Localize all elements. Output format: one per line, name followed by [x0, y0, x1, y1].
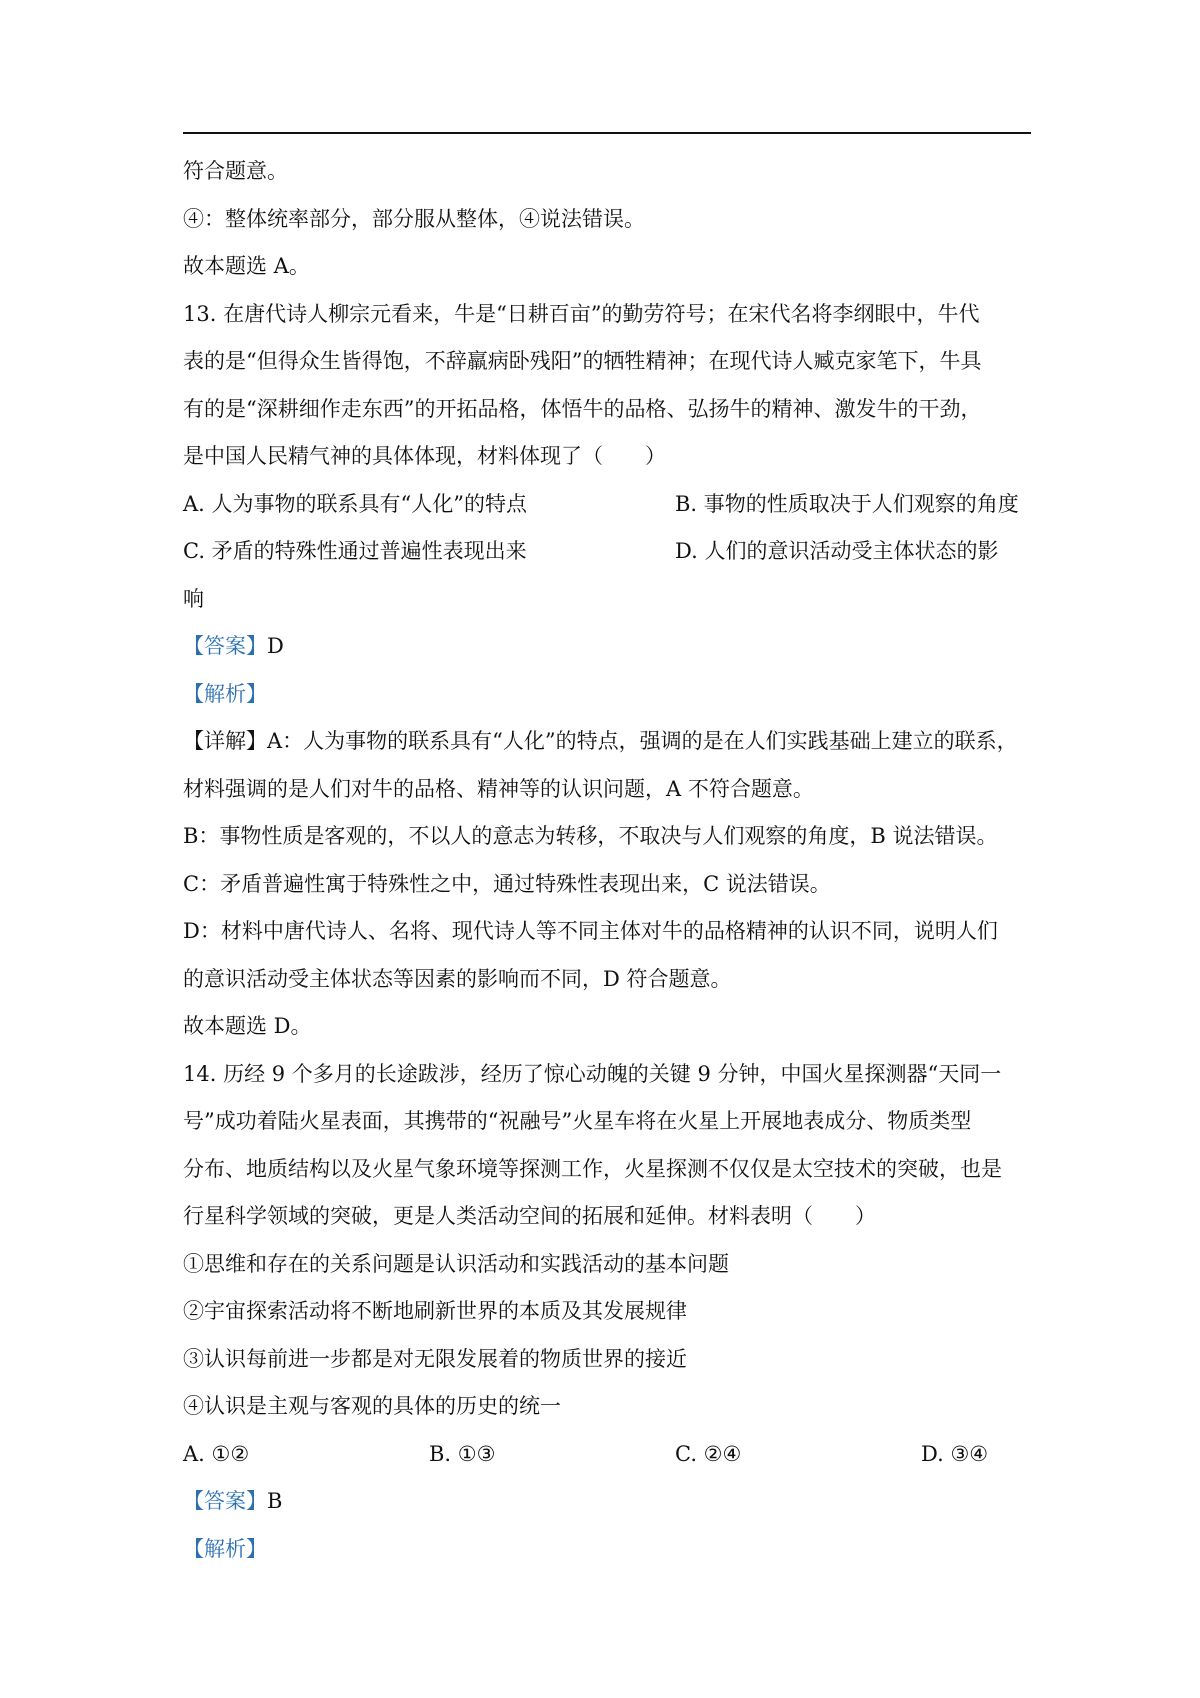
q13-answer-tag: 【答案】 — [183, 634, 267, 658]
q13-option-b: B. 事物的性质取决于人们观察的角度 — [675, 491, 1019, 516]
q14-stem-line-4: 行星科学领域的突破，更是人类活动空间的拓展和延伸。材料表明（ ） — [183, 1204, 876, 1228]
q13-option-c: C. 矛盾的特殊性通过普遍性表现出来 — [183, 539, 527, 563]
q13-detail-line-1 — [183, 718, 1031, 766]
q13-options-row-1 — [183, 481, 1031, 529]
q13-option-d: D. 人们的意识活动受主体状态的影 — [675, 539, 999, 563]
q14-option-d: D. ③④ — [921, 1441, 989, 1466]
q14-stem-line-1: 14. 历经 9 个多月的长途跋涉，经历了惊心动魄的关键 9 分钟，中国火星探测器“天同一 — [183, 1061, 1002, 1086]
q14-answer-value: B — [267, 1489, 283, 1513]
q13-stem-line-4: 是中国人民精气神的具体体现，材料体现了（ ） — [183, 444, 666, 468]
q14-item-3: ③认识每前进一步都是对无限发展着的物质世界的接近 — [183, 1346, 687, 1371]
q13-answer-value: D — [267, 634, 284, 658]
q14-answer-tag: 【答案】 — [183, 1489, 267, 1513]
q13-detail-line-6: 的意识活动受主体状态等因素的影响而不同，D 符合题意。 — [183, 966, 732, 991]
q13-detail-tag: 【详解】 — [183, 729, 267, 753]
q14-item-4: ④认识是主观与客观的具体的历史的统一 — [183, 1394, 561, 1418]
prev-line-1: 符合题意。 — [183, 159, 288, 183]
q13-detail-text-1: A：人为事物的联系具有“人化”的特点，强调的是在人们实践基础上建立的联系， — [267, 729, 1018, 753]
q13-analysis — [183, 671, 1031, 719]
page-content — [183, 148, 1031, 1573]
q14-answer — [183, 1478, 1031, 1526]
q13-detail-line-5: D：材料中唐代诗人、名将、现代诗人等不同主体对牛的品格精神的认识不同，说明人们 — [183, 919, 998, 943]
q14-option-b: B. ①③ — [429, 1441, 496, 1466]
q13-analysis-tag: 【解析】 — [183, 681, 267, 706]
q13-stem-line-3: 有的是“深耕细作走东西”的开拓品格，体悟牛的品格、弘扬牛的精神、激发牛的干劲， — [183, 396, 982, 421]
q14-option-c: C. ②④ — [675, 1441, 742, 1466]
q13-stem-line-2: 表的是“但得众生皆得饱，不辞羸病卧残阳”的牺牲精神；在现代诗人臧克家笔下，牛具 — [183, 349, 982, 373]
q14-analysis-tag: 【解析】 — [183, 1536, 267, 1561]
q14-stem-line-2: 号”成功着陆火星表面，其携带的“祝融号”火星车将在火星上开展地表成分、物质类型 — [183, 1109, 972, 1133]
q13-option-d-continued: 响 — [183, 586, 204, 611]
question-14 — [183, 1051, 1031, 1574]
q14-item-2: ②宇宙探索活动将不断地刷新世界的本质及其发展规律 — [183, 1299, 687, 1323]
q13-detail-line-4: C：矛盾普遍性寓于特殊性之中，通过特殊性表现出来，C 说法错误。 — [183, 871, 831, 896]
q14-item-1: ①思维和存在的关系问题是认识活动和实践活动的基本问题 — [183, 1251, 729, 1276]
q13-options-row-2 — [183, 528, 1031, 576]
q13-conclusion: 故本题选 D。 — [183, 1014, 312, 1038]
q13-answer — [183, 623, 1031, 671]
q13-detail-line-2: 材料强调的是人们对牛的品格、精神等的认识问题，A 不符合题意。 — [183, 776, 814, 801]
prev-line-3: 故本题选 A。 — [183, 254, 310, 278]
header-rule — [183, 132, 1031, 134]
q14-stem-line-3: 分布、地质结构以及火星气象环境等探测工作，火星探测不仅仅是太空技术的突破，也是 — [183, 1156, 1002, 1181]
q13-detail-line-3: B：事物性质是客观的，不以人的意志为转移，不取决与人们观察的角度，B 说法错误。 — [183, 824, 998, 848]
question-13 — [183, 291, 1031, 1051]
q13-option-a: A. 人为事物的联系具有“人化”的特点 — [183, 491, 527, 516]
q14-analysis — [183, 1526, 1031, 1574]
q14-options-row — [183, 1431, 1031, 1479]
q14-option-a: A. ①② — [183, 1441, 250, 1466]
prev-line-2: ④：整体统率部分，部分服从整体，④说法错误。 — [183, 206, 645, 231]
q13-stem-line-1: 13. 在唐代诗人柳宗元看来，牛是“日耕百亩”的勤劳符号；在宋代名将李纲眼中，牛代 — [183, 301, 980, 326]
